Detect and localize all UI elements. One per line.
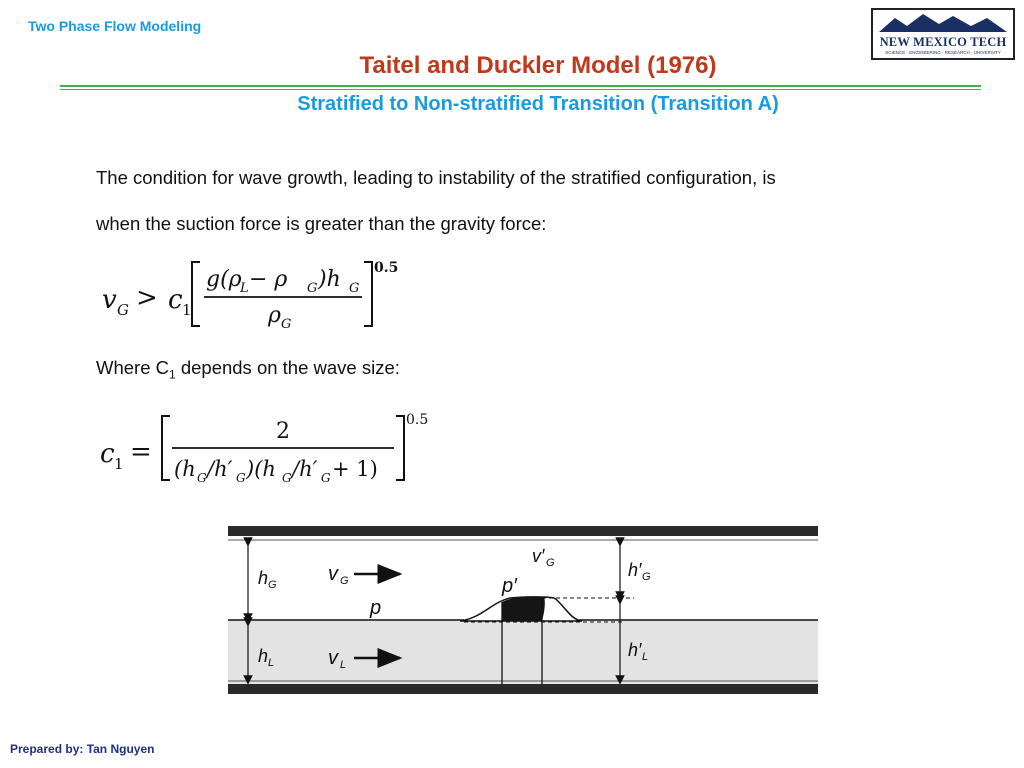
label-hG: h [258,568,269,588]
equation-c1 [96,406,446,490]
eq2-num: 2 [276,419,290,444]
eq1-num-sub1: L [240,281,249,296]
eq2-den-c: )(h [246,457,276,481]
body-line-3 [96,357,400,382]
label-hL-prime-sub: L [642,651,649,663]
liquid-layer [228,620,818,684]
label-vL-sub: L [340,659,347,671]
title-divider [60,85,981,87]
logo-tagline: SCIENCE · ENGINEERING · RESEARCH · UNIVERSITY [885,50,1001,55]
eq1-exponent: 0.5 [374,260,399,276]
label-p: p [370,597,382,619]
eq2-den-a: (h [174,457,196,481]
slide-subtitle: Stratified to Non-stratified Transition (Transition A) [297,93,779,115]
eq1-lhs: v [102,285,117,315]
eq1-den-sub: G [281,317,292,332]
equation-velocity-criterion [96,254,416,334]
eq1-num-end: )h [318,267,341,292]
label-vG-prime-sub: G [546,557,555,569]
eq1-den: ρ [268,303,281,328]
course-title: Two Phase Flow Modeling [28,18,202,34]
slide-title: Taitel and Duckler Model (1976) [359,52,717,79]
label-hL: h [258,646,269,666]
eq2-den-a-sub: G [197,471,207,485]
body-line-3-suffix: depends on the wave size: [175,357,400,378]
eq1-op: > [136,283,158,313]
title-divider-thin [60,89,981,90]
eq1-lhs-sub: G [117,301,129,319]
eq2-den-b-sub: G [236,471,246,485]
eq2-den-c-sub: G [282,471,292,485]
body-line-3-sub: 1 [169,367,176,382]
body-line-3-prefix: Where C [96,357,169,378]
eq2-den-d: /h′ [292,457,318,481]
eq2-den-e: + 1) [332,457,378,481]
prepared-by: Prepared by: Tan Nguyen [10,742,155,756]
eq2-op: = [130,437,152,467]
eq1-coef-sub: 1 [182,301,192,319]
label-p-prime: p′ [502,575,517,597]
eq2-lhs-sub: 1 [114,455,124,473]
bottom-wall [228,684,818,694]
label-vG-sub: G [340,575,349,587]
logo-name: NEW MEXICO TECH [879,35,1007,49]
label-hG-prime-sub: G [642,571,651,583]
wave-pressure-region [502,597,545,621]
label-hG-sub: G [268,579,277,591]
label-hL-prime: h′ [628,640,642,660]
eq2-lhs: c [100,439,115,469]
stratified-flow-diagram [224,522,824,698]
body-line-2: when the suction force is greater than the gravity force: [96,213,547,234]
label-vG-prime: v′ [532,546,545,566]
eq1-num-sub2: G [307,281,318,296]
eq1-num-mid: − ρ [249,267,288,292]
eq1-coef: c [168,285,183,315]
eq2-den-d-sub: G [321,471,331,485]
label-vG: v [328,563,338,585]
label-vL: v [328,647,338,669]
eq2-den-b: /h′ [207,457,233,481]
label-hG-prime: h′ [628,560,642,580]
eq2-exponent: 0.5 [406,412,429,428]
eq1-num: g(ρ [206,267,242,292]
eq1-num-sub3: G [349,281,360,296]
top-wall [228,526,818,536]
body-line-1: The condition for wave growth, leading to instability of the stratified configuration, is [96,167,776,188]
label-hL-sub: L [268,657,275,669]
